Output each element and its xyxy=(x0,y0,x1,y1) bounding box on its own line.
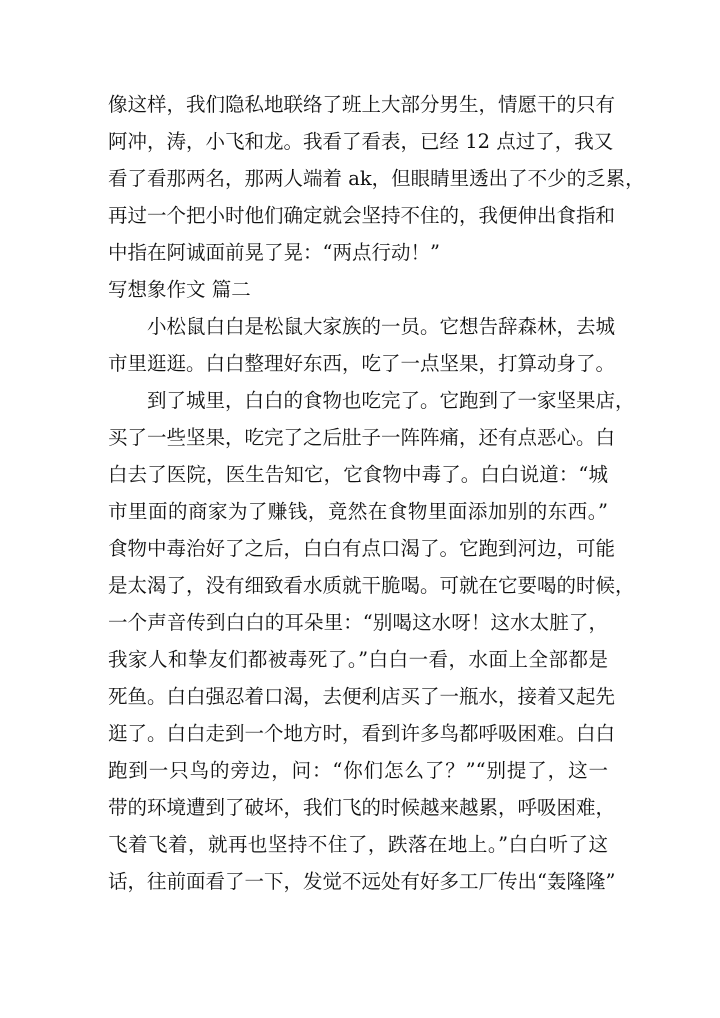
section-heading: 写想象作文 篇二 xyxy=(108,278,251,301)
text-line: 阿冲，涛，小飞和龙。我看了看表，已经 12 点过了，我又 xyxy=(108,130,614,153)
text-line: 我家人和挚友们都被毒死了。”白白一看，水面上全部都是 xyxy=(108,648,608,671)
text-line: 小松鼠白白是松鼠大家族的一员。它想告辞森林，去城 xyxy=(147,315,616,338)
text-line: 市里面的商家为了赚钱，竟然在食物里面添加别的东西。” xyxy=(108,500,608,523)
text-line: 白去了医院，医生告知它，它食物中毒了。白白说道：“城 xyxy=(108,463,608,486)
text-line: 是太渴了，没有细致看水质就干脆喝。可就在它要喝的时候， xyxy=(108,574,635,597)
text-line: 市里逛逛。白白整理好东西，吃了一点坚果，打算动身了。 xyxy=(108,352,616,375)
text-line: 死鱼。白白强忍着口渴，去便利店买了一瓶水，接着又起先 xyxy=(108,685,616,708)
paragraph-1 xyxy=(108,308,616,382)
paragraph-2 xyxy=(108,382,635,900)
text-line: 到了城里，白白的食物也吃完了。它跑到了一家坚果店， xyxy=(147,389,635,412)
text-line: 看了看那两名，那两人端着 ak，但眼睛里透出了不少的乏累， xyxy=(108,167,645,190)
text-line: 一个声音传到白白的耳朵里：“别喝这水呀！这水太脏了， xyxy=(108,611,608,634)
text-line: 跑到一只鸟的旁边，问：“你们怎么了？”“别提了，这一 xyxy=(108,759,608,782)
text-line: 再过一个把小时他们确定就会坚持不住的，我便伸出食指和 xyxy=(108,204,616,227)
text-line: 食物中毒治好了之后，白白有点口渴了。它跑到河边，可能 xyxy=(108,537,616,560)
text-line: 飞着飞着，就再也坚持不住了，跌落在地上。”白白听了这 xyxy=(108,833,608,856)
text-line: 带的环境遭到了破坏，我们飞的时候越来越累，呼吸困难， xyxy=(108,796,616,819)
text-line: 像这样，我们隐私地联络了班上大部分男生，情愿干的只有 xyxy=(108,93,616,116)
text-line: 买了一些坚果，吃完了之后肚子一阵阵痛，还有点恶心。白 xyxy=(108,426,616,449)
text-line: 话，往前面看了一下，发觉不远处有好多工厂传出“轰隆隆” xyxy=(108,870,616,893)
text-line: 逛了。白白走到一个地方时，看到许多鸟都呼吸困难。白白 xyxy=(108,722,616,745)
section-continued-text xyxy=(108,86,645,271)
document-page xyxy=(108,86,645,900)
text-line: 中指在阿诚面前晃了晃：“两点行动！” xyxy=(108,241,440,264)
